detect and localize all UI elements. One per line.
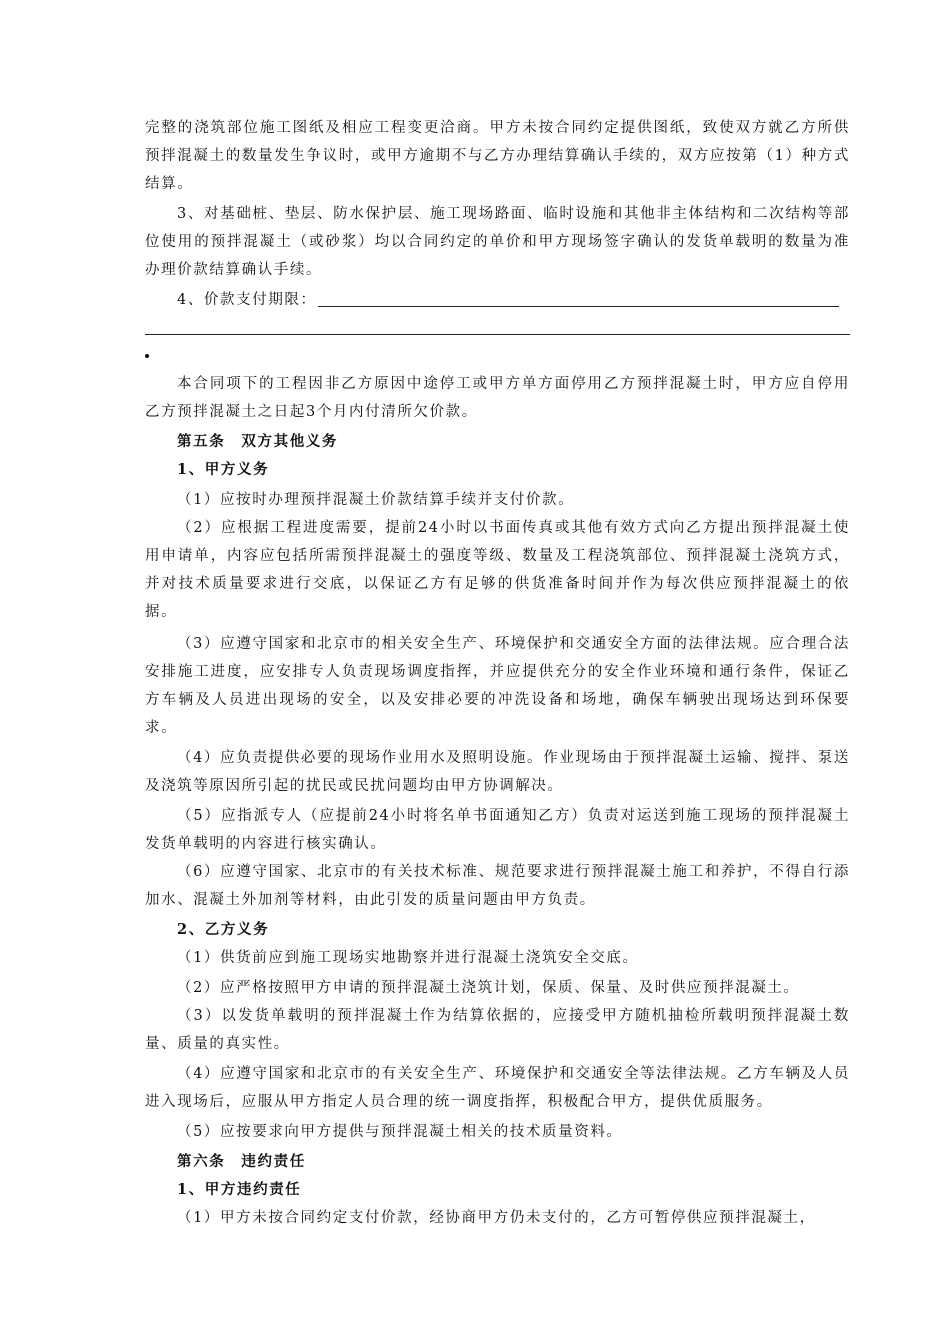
party-a-item-4: （4）应负责提供必要的现场作业用水及照明设施。作业现场由于预拌混凝土运输、搅拌、泵送及浇筑等原因所引起的扰民或民扰问题均由甲方协调解决。: [145, 750, 850, 794]
payment-term-blank-line-2: [145, 334, 850, 335]
paragraph-settlement-drawings: 完整的浇筑部位施工图纸及相应工程变更洽商。甲方未按合同约定提供图纸，致使双方就乙方所供预拌混凝土的数量发生争议时，或甲方逾期不与乙方办理结算确认手续的，双方应按第（1）种方式结算。: [145, 120, 850, 192]
heading-party-a-obligations: 1、甲方义务: [177, 461, 270, 478]
party-b-item-5: （5）应按要求向甲方提供与预拌混凝土相关的技术质量资料。: [177, 1124, 623, 1140]
payment-term-label: 4、价款支付期限：: [177, 292, 317, 308]
party-a-breach-item-1: （1）甲方未按合同约定支付价款，经协商甲方仍未支付的，乙方可暂停供应预拌混凝土，: [177, 1210, 816, 1226]
party-b-item-3: （3）以发货单载明的预拌混凝土作为结算依据的，应接受甲方随机抽检所载明预拌混凝土数量、质量的真实性。: [145, 1008, 850, 1052]
bullet-dot: [145, 354, 149, 358]
party-a-item-3: （3）应遵守国家和北京市的相关安全生产、环境保护和交通安全方面的法律法规。应合理合法安排施工进度，应安排专人负责现场调度指挥，并应提供充分的安全作业环境和通行条件，保证乙方车辆及人员进出现场的安全，以及安排必要的冲洗设备和场地，确保车辆驶出现场达到环保要求。: [145, 636, 850, 736]
party-a-item-1: （1）应按时办理预拌混凝土价款结算手续并支付价款。: [177, 492, 575, 508]
party-b-item-4: （4）应遵守国家和北京市的有关安全生产、环境保护和交通安全等法律法规。乙方车辆及人员进入现场后，应服从甲方指定人员合理的统一调度指挥，积极配合甲方，提供优质服务。: [145, 1066, 850, 1110]
party-b-item-1: （1）供货前应到施工现场实地勘察并进行混凝土浇筑安全交底。: [177, 950, 639, 966]
paragraph-stoppage-payment: 本合同项下的工程因非乙方原因中途停工或甲方单方面停用乙方预拌混凝土时，甲方应自停用乙方预拌混凝土之日起3个月内付清所欠价款。: [145, 376, 850, 420]
party-b-item-2: （2）应严格按照甲方申请的预拌混凝土浇筑计划，保质、保量、及时供应预拌混凝土。: [177, 980, 800, 996]
paragraph-item-3: 3、对基础桩、垫层、防水保护层、施工现场路面、临时设施和其他非主体结构和二次结构等部位使用的预拌混凝土（或砂浆）均以合同约定的单价和甲方现场签字确认的发货单载明的数量为准办理价款结算确认手续。: [145, 206, 850, 278]
heading-party-b-obligations: 2、乙方义务: [177, 921, 270, 938]
party-a-item-2: （2）应根据工程进度需要，提前24小时以书面传真或其他有效方式向乙方提出预拌混凝土使用申请单，内容应包括所需预拌混凝土的强度等级、数量及工程浇筑部位、预拌混凝土浇筑方式，并对技术质量要求进行交底，以保证乙方有足够的供货准备时间并作为每次供应预拌混凝土的依据。: [145, 520, 850, 620]
heading-article-5: 第五条 双方其他义务: [177, 433, 338, 450]
party-a-item-5: （5）应指派专人（应提前24小时将名单书面通知乙方）负责对运送到施工现场的预拌混凝土发货单载明的内容进行核实确认。: [145, 808, 850, 852]
heading-article-6: 第六条 违约责任: [177, 1153, 306, 1170]
party-a-item-6: （6）应遵守国家、北京市的有关技术标准、规范要求进行预拌混凝土施工和养护，不得自行添加水、混凝土外加剂等材料，由此引发的质量问题由甲方负责。: [145, 864, 850, 908]
heading-party-a-breach: 1、甲方违约责任: [177, 1181, 302, 1198]
payment-term-blank-line: [318, 306, 839, 307]
